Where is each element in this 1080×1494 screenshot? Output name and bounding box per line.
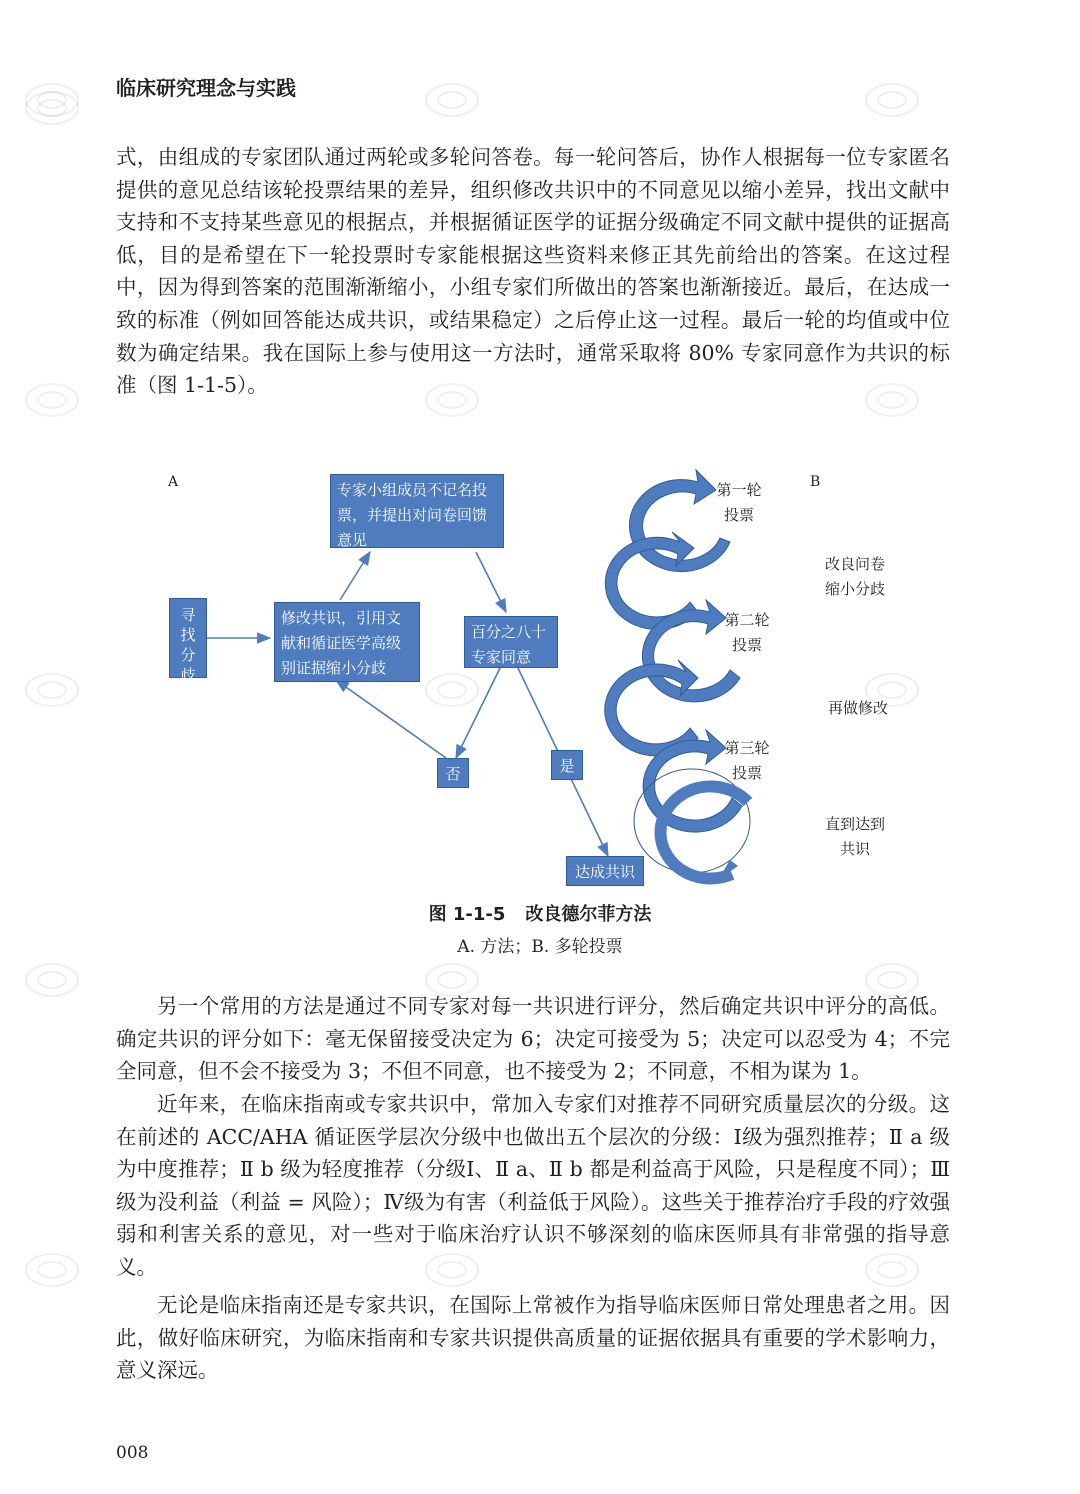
figure-caption <box>0 900 1080 926</box>
box-yes: 是 <box>551 750 583 780</box>
arrow-no-to-revise <box>336 680 446 758</box>
figure-number: 图 1-1-5 <box>428 904 506 925</box>
round-2-label: 第二轮投票 <box>724 611 770 654</box>
box-revise-consensus: 修改共识，引用文献和循证医学高级别证据缩小分歧 <box>274 602 420 682</box>
running-header: 临床研究理念与实践 <box>116 76 296 100</box>
figure-title: 改良德尔菲方法 <box>525 904 652 925</box>
round-1-label: 第一轮投票 <box>716 481 762 524</box>
box-consensus-reached: 达成共识 <box>566 856 644 886</box>
box-anonymous-vote: 专家小组成员不记名投票，并提出对问卷回馈意见 <box>330 474 504 548</box>
panel-b-label: B <box>810 474 821 490</box>
box-find-disagreement: 寻找分歧 <box>169 598 207 678</box>
panel-a-label: A <box>168 474 179 490</box>
arrow-revise-to-vote <box>340 552 370 600</box>
figure-modified-delphi <box>150 462 910 892</box>
figure-subcaption: A. 方法；B. 多轮投票 <box>457 937 623 957</box>
arrow-eighty-to-no <box>456 668 500 758</box>
body-paragraph-3: 近年来，在临床指南或专家共识中，常加入专家们对推荐不同研究质量层次的分级。这在前述的 ACC/AHA 循证医学层次分级中也做出五个层次的分级：Ⅰ级为强烈推荐；Ⅱ a 级为中度推荐；Ⅱ b 级为轻度推荐（分级Ⅰ、Ⅱ a、Ⅱ b 都是利益高于风险，只是程度不同）；Ⅲ级为没利益（利益 = 风险）；Ⅳ级为有害（利益低于风险）。这些关于推荐治疗手段的疗效强弱和利害关系的意见，对一些对于临床治疗认识不够深刻的临床医师具有非常强的指导意义。 <box>116 1092 950 1279</box>
note-revise-again: 再做修改 <box>827 699 888 717</box>
note-until-consensus: 直到达到共识 <box>824 815 885 858</box>
body-paragraph-4: 无论是临床指南还是专家共识，在国际上常被作为指导临床医师日常处理患者之用。因此，做好临床研究，为临床指南和专家共识提供高质量的证据依据具有重要的学术影响力，意义深远。 <box>116 1293 950 1383</box>
box-no: 否 <box>437 758 469 788</box>
figure-arrows <box>150 462 910 892</box>
page-number: 008 <box>116 1443 149 1463</box>
note-revise-questionnaire: 改良问卷缩小分歧 <box>824 555 885 598</box>
body-paragraph-1: 式，由组成的专家团队通过两轮或多轮问答卷。每一轮问答后，协作人根据每一位专家匿名提供的意见总结该轮投票结果的差异，组织修改共识中的不同意见以缩小差异，找出文献中支持和不支持某些意见的根据点，并根据循证医学的证据分级确定不同文献中提供的证据高低，目的是希望在下一轮投票时专家能根据这些资料来修正其先前给出的答案。在这过程中，因为得到答案的范围渐渐缩小，小组专家们所做出的答案也渐渐接近。最后，在达成一致的标准（例如回答能达成共识，或结果稳定）之后停止这一过程。最后一轮的均值或中位数为确定结果。我在国际上参与使用这一方法时，通常采取将 80% 专家同意作为共识的标准（图 1-1-5）。 <box>116 145 950 398</box>
round-3-label: 第三轮投票 <box>724 739 770 782</box>
body-paragraph-2: 另一个常用的方法是通过不同专家对每一共识进行评分，然后确定共识中评分的高低。确定共识的评分如下：毫无保留接受决定为 6；决定可接受为 5；决定可以忍受为 4；不完全同意，但不会不接受为 3；不但不同意，也不接受为 2；不同意，不相为谋为 1。 <box>116 994 950 1084</box>
arrow-vote-to-eighty <box>476 552 506 612</box>
box-eighty-percent: 百分之八十专家同意 <box>464 616 558 668</box>
